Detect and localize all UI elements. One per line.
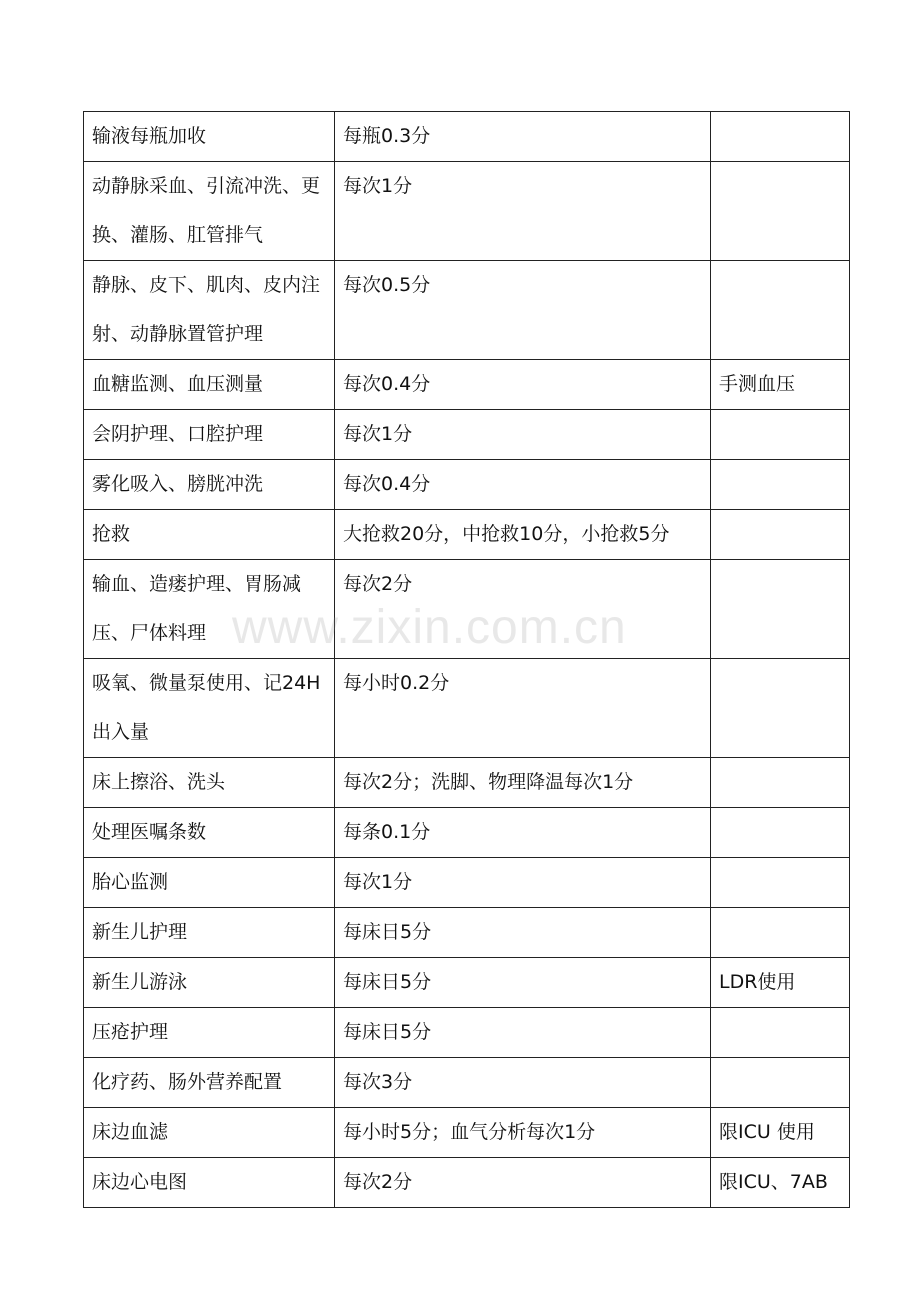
table-row <box>84 1008 850 1058</box>
note-cell <box>711 510 850 560</box>
nursing-workload-score-table <box>83 111 850 1208</box>
table-row <box>84 1108 850 1158</box>
table-row <box>84 958 850 1008</box>
item-cell: 床边心电图 <box>84 1158 335 1208</box>
note-cell <box>711 261 850 360</box>
note-cell <box>711 659 850 758</box>
note-cell <box>711 112 850 162</box>
score-cell: 每次1分 <box>335 858 711 908</box>
score-cell: 每次0.5分 <box>335 261 711 360</box>
note-cell <box>711 560 850 659</box>
table-row <box>84 659 850 758</box>
score-cell: 每瓶0.3分 <box>335 112 711 162</box>
item-cell: 压疮护理 <box>84 1008 335 1058</box>
score-cell: 每次1分 <box>335 410 711 460</box>
item-cell: 血糖监测、血压测量 <box>84 360 335 410</box>
note-cell <box>711 858 850 908</box>
score-cell: 每次2分 <box>335 1158 711 1208</box>
note-cell <box>711 1008 850 1058</box>
note-cell <box>711 460 850 510</box>
note-cell: LDR使用 <box>711 958 850 1008</box>
score-cell: 每条0.1分 <box>335 808 711 858</box>
table-row <box>84 112 850 162</box>
table-row <box>84 410 850 460</box>
note-cell <box>711 1058 850 1108</box>
table-row <box>84 360 850 410</box>
score-cell: 每次2分；洗脚、物理降温每次1分 <box>335 758 711 808</box>
item-cell: 吸氧、微量泵使用、记24H出入量 <box>84 659 335 758</box>
item-cell: 抢救 <box>84 510 335 560</box>
table-row <box>84 1058 850 1108</box>
score-cell: 大抢救20分，中抢救10分，小抢救5分 <box>335 510 711 560</box>
table-row <box>84 560 850 659</box>
score-cell: 每次0.4分 <box>335 460 711 510</box>
note-cell: 限ICU 使用 <box>711 1108 850 1158</box>
table-row <box>84 162 850 261</box>
table-row <box>84 1158 850 1208</box>
score-cell: 每床日5分 <box>335 908 711 958</box>
item-cell: 胎心监测 <box>84 858 335 908</box>
item-cell: 会阴护理、口腔护理 <box>84 410 335 460</box>
note-cell <box>711 758 850 808</box>
item-cell: 新生儿护理 <box>84 908 335 958</box>
note-cell <box>711 162 850 261</box>
score-cell: 每次0.4分 <box>335 360 711 410</box>
item-cell: 静脉、皮下、肌肉、皮内注射、动静脉置管护理 <box>84 261 335 360</box>
item-cell: 动静脉采血、引流冲洗、更换、灌肠、肛管排气 <box>84 162 335 261</box>
table-row <box>84 758 850 808</box>
score-cell: 每次1分 <box>335 162 711 261</box>
score-cell: 每次3分 <box>335 1058 711 1108</box>
score-cell: 每床日5分 <box>335 958 711 1008</box>
note-cell: 限ICU、7AB <box>711 1158 850 1208</box>
item-cell: 输液每瓶加收 <box>84 112 335 162</box>
note-cell <box>711 808 850 858</box>
item-cell: 雾化吸入、膀胱冲洗 <box>84 460 335 510</box>
note-cell <box>711 410 850 460</box>
item-cell: 输血、造瘘护理、胃肠减压、尸体料理 <box>84 560 335 659</box>
table-row <box>84 858 850 908</box>
note-cell <box>711 908 850 958</box>
table-row <box>84 510 850 560</box>
score-cell: 每次2分 <box>335 560 711 659</box>
note-cell: 手测血压 <box>711 360 850 410</box>
watermark: www.zixin.com.cn <box>232 601 627 654</box>
item-cell: 处理医嘱条数 <box>84 808 335 858</box>
item-cell: 化疗药、肠外营养配置 <box>84 1058 335 1108</box>
table-body <box>84 112 850 1208</box>
score-cell: 每床日5分 <box>335 1008 711 1058</box>
item-cell: 床上擦浴、洗头 <box>84 758 335 808</box>
table-row <box>84 460 850 510</box>
score-cell: 每小时0.2分 <box>335 659 711 758</box>
score-cell: 每小时5分；血气分析每次1分 <box>335 1108 711 1158</box>
table-row <box>84 261 850 360</box>
item-cell: 床边血滤 <box>84 1108 335 1158</box>
item-cell: 新生儿游泳 <box>84 958 335 1008</box>
table-row <box>84 808 850 858</box>
table-row <box>84 908 850 958</box>
